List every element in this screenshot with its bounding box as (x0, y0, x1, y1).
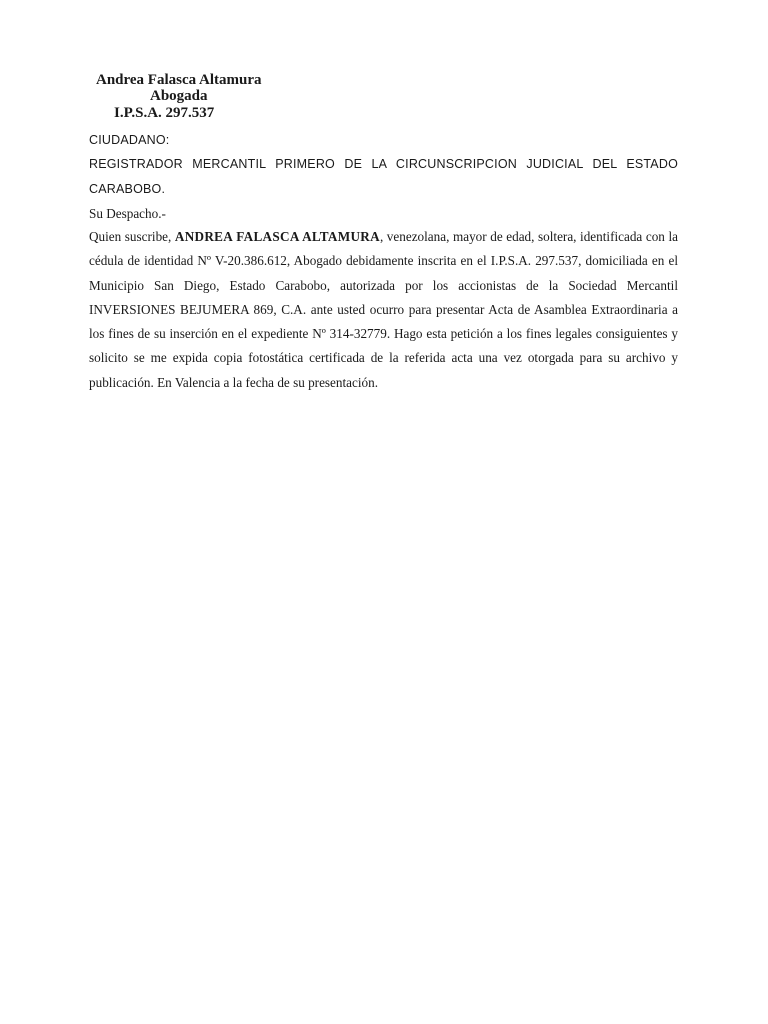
letterhead-title: Abogada (150, 88, 208, 104)
salutation: CIUDADANO: (89, 133, 170, 147)
body-text: , venezolana, mayor de edad, soltera, identificada con la cédula de identidad Nº V-20.386.612, Abogado debidamente inscrita en el I.P.S.A. 297.537, domiciliada en el Municipio San Diego, Estado Carabobo, autorizada por los accionistas de la Sociedad Mercantil INVERSIONES BEJUMERA 869, C.A. ante usted ocurro para presentar Acta de Asamblea Extraordinaria a los fines de su inserción en el expediente Nº 314-32779. Hago esta petición a los fines legales consiguientes y solicito se me expida copia fotostática certificada de la referida acta una vez otorgada para su archivo y publicación. En Valencia a la fecha de su presentación. (89, 229, 678, 390)
body-name-bold: ANDREA FALASCA ALTAMURA (174, 229, 380, 244)
body-intro: Quien suscribe, (89, 229, 175, 244)
recipient: REGISTRADOR MERCANTIL PRIMERO DE LA CIRCUNSCRIPCION JUDICIAL DEL ESTADO CARABOBO. (89, 157, 678, 196)
body-paragraph (89, 225, 678, 395)
despacho: Su Despacho.- (89, 206, 166, 221)
letterhead-id: I.P.S.A. 297.537 (114, 105, 215, 121)
letterhead-name: Andrea Falasca Altamura (96, 72, 262, 88)
